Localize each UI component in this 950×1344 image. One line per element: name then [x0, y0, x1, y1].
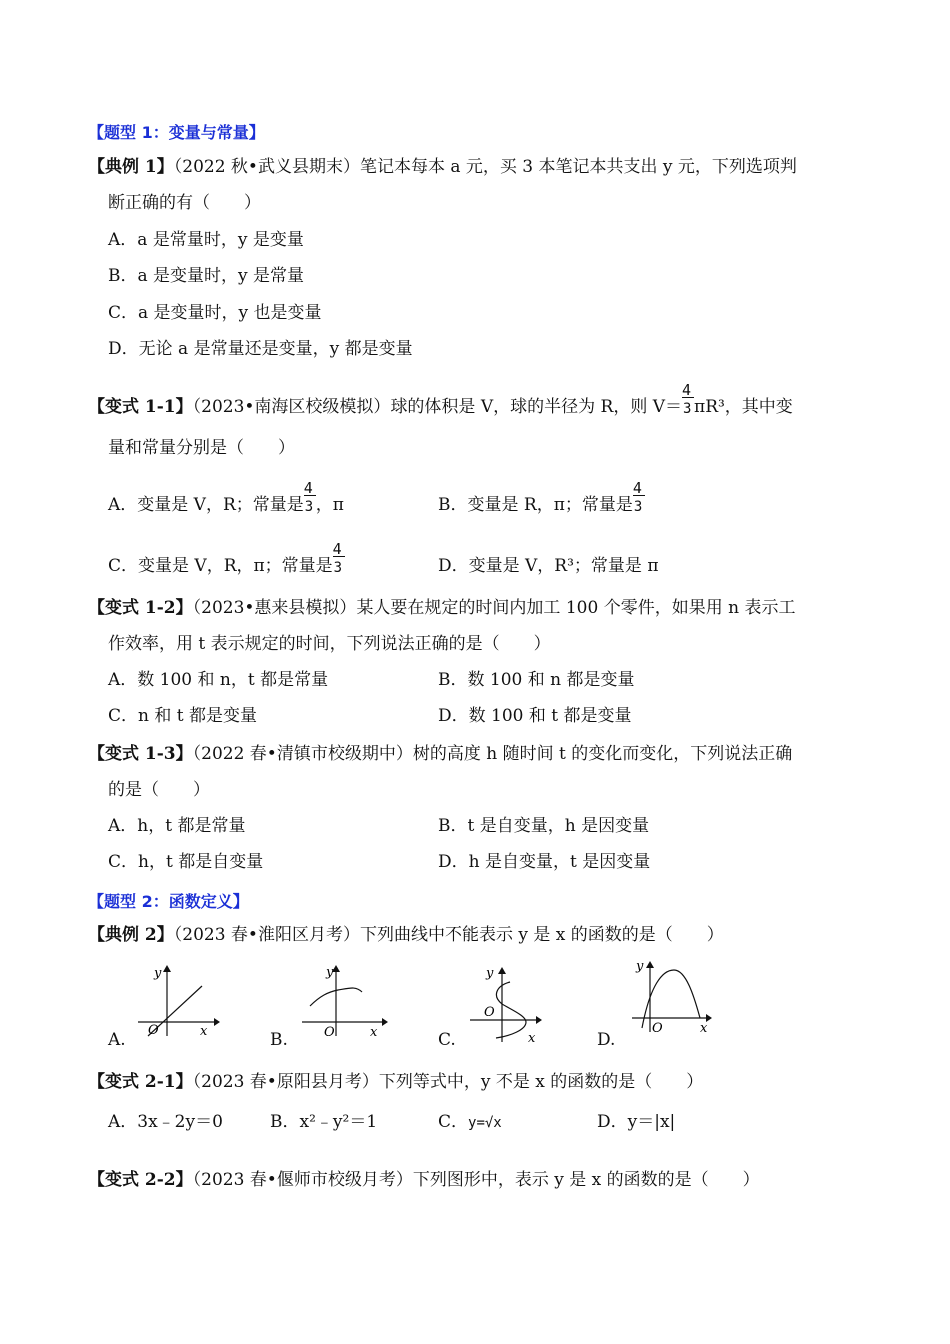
svg-text:y: y	[486, 966, 494, 981]
v12-option-c: C．n 和 t 都是变量	[108, 706, 257, 726]
ex1-option-c: C．a 是变量时，y 也是变量	[108, 303, 322, 323]
v11-stem-1b: πR³，其中变	[694, 397, 793, 417]
section-title-2: 【题型 2：函数定义】	[88, 892, 249, 911]
graph-d	[628, 956, 718, 1036]
svg-text:O: O	[148, 1023, 159, 1038]
ex2-line1	[88, 924, 724, 946]
ex1-option-b: B．a 是变量时，y 是常量	[108, 266, 305, 286]
ex2-label-c: C.	[438, 1030, 456, 1050]
fraction-4-3: $\frac{4}{3}$	[304, 495, 316, 517]
v13-option-d: D．h 是自变量，t 是因变量	[438, 852, 651, 872]
svg-text:O: O	[652, 1021, 663, 1036]
ex1-line1	[88, 156, 797, 178]
v11-stem-1a: 球的体积是 V，球的半径为 R，则 V＝	[390, 397, 683, 417]
ex1-source: （2022 秋•武义县期末）	[173, 157, 360, 177]
v12-source: （2023•惠来县模拟）	[192, 598, 357, 618]
v13-stem-1: 树的高度 h 随时间 t 的变化而变化，下列说法正确	[412, 744, 793, 764]
svg-text:y: y	[154, 966, 162, 981]
fraction-4-3: $\frac{4}{3}$	[633, 495, 645, 517]
v11-stem-2: 量和常量分别是（ ）	[108, 438, 295, 458]
v13-option-a: A．h，t 都是常量	[108, 816, 246, 836]
v12-option-b: B．数 100 和 n 都是变量	[438, 670, 635, 690]
ex2-label-a: A.	[108, 1030, 126, 1050]
ex1-option-a: A．a 是常量时，y 是变量	[108, 230, 304, 250]
v12-option-a: A．数 100 和 n，t 都是常量	[108, 670, 329, 690]
v12-line1	[88, 597, 795, 619]
ex2-stem: 下列曲线中不能表示 y 是 x 的函数的是（ ）	[359, 925, 724, 945]
ex2-source: （2023 春•淮阳区月考）	[173, 925, 360, 945]
svg-text:O: O	[484, 1005, 495, 1020]
v12-stem-1: 某人要在规定的时间内加工 100 个零件，如果用 n 表示工	[356, 598, 796, 618]
graph-a	[134, 962, 222, 1040]
ex1-stem-1: 笔记本每本 a 元，买 3 本笔记本共支出 y 元，下列选项判	[359, 157, 797, 177]
ex1-tag: 【典例 1】	[88, 157, 174, 177]
ex2-label-d: D.	[597, 1030, 616, 1050]
v21-tag: 【变式 2-1】	[88, 1072, 193, 1092]
v21-option-a: A．3x﹣2y＝0	[108, 1112, 223, 1132]
graph-b	[298, 962, 390, 1040]
v11-line1	[88, 380, 793, 419]
v12-tag: 【变式 1-2】	[88, 598, 193, 618]
v21-stem: 下列等式中，y 不是 x 的函数的是（ ）	[378, 1072, 704, 1092]
ex2-label-b: B.	[270, 1030, 288, 1050]
v21-source: （2023 春•原阳县月考）	[192, 1072, 379, 1092]
svg-text:x: x	[528, 1031, 536, 1046]
ex1-option-d: D．无论 a 是常量还是变量，y 都是变量	[108, 339, 413, 359]
v22-line1	[88, 1169, 760, 1191]
v21-option-c: C．y=√x	[438, 1112, 502, 1132]
graph-c	[466, 962, 548, 1046]
ex1-stem-2: 断正确的有（ ）	[108, 193, 261, 213]
svg-text:x: x	[700, 1021, 708, 1036]
v11-tag: 【变式 1-1】	[88, 397, 193, 417]
v12-option-d: D．数 100 和 t 都是变量	[438, 706, 632, 726]
v11-option-c: C．变量是 V，R，π；常量是 $\frac{4}{3}$	[108, 555, 345, 578]
fraction-4-3: $\frac{4}{3}$	[682, 397, 694, 419]
v13-tag: 【变式 1-3】	[88, 744, 193, 764]
v13-option-b: B．t 是自变量，h 是因变量	[438, 816, 650, 836]
svg-text:x: x	[200, 1024, 208, 1039]
svg-text:y: y	[326, 965, 334, 980]
v11-option-d: D．变量是 V，R³；常量是 π	[438, 556, 659, 576]
v22-tag: 【变式 2-2】	[88, 1170, 193, 1190]
v22-stem: 下列图形中，表示 y 是 x 的函数的是（ ）	[412, 1170, 760, 1190]
svg-text:O: O	[324, 1025, 335, 1040]
v21-line1	[88, 1071, 703, 1093]
v22-source: （2023 春•偃师市校级月考）	[192, 1170, 413, 1190]
v13-option-c: C．h，t 都是自变量	[108, 852, 264, 872]
fraction-4-3: $\frac{4}{3}$	[333, 556, 345, 578]
v12-stem-2: 作效率，用 t 表示规定的时间，下列说法正确的是（ ）	[108, 634, 551, 654]
v13-stem-2: 的是（ ）	[108, 780, 210, 800]
v21-option-d: D．y＝|x|	[597, 1112, 676, 1132]
ex2-tag: 【典例 2】	[88, 925, 174, 945]
v13-source: （2022 春•清镇市校级期中）	[192, 744, 413, 764]
svg-text:y: y	[636, 959, 644, 974]
sqrt-expression: y=√x	[468, 1115, 502, 1131]
svg-text:x: x	[370, 1025, 378, 1040]
v11-source: （2023•南海区校级模拟）	[192, 397, 391, 417]
v11-option-a: A．变量是 V，R；常量是 $\frac{4}{3}$ ，π	[108, 478, 344, 515]
v11-option-b: B．变量是 R，π；常量是 $\frac{4}{3}$	[438, 494, 645, 517]
v21-option-b: B．x²﹣y²＝1	[270, 1112, 378, 1132]
section-title-1: 【题型 1：变量与常量】	[88, 123, 265, 142]
v13-line1	[88, 743, 792, 765]
